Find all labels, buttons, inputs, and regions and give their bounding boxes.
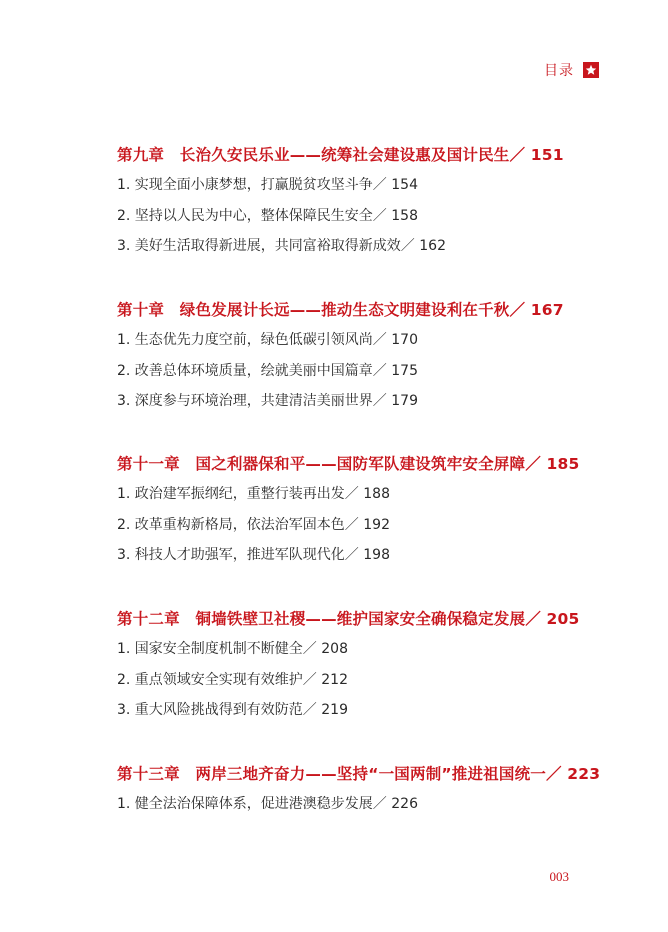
chapter-title[interactable]: 第九章 长治久安民乐业——统筹社会建设惠及国计民生／ 151 <box>117 146 564 164</box>
toc-entry[interactable]: 1. 实现全面小康梦想，打赢脱贫攻坚斗争／ 154 <box>117 177 418 193</box>
toc-entry[interactable]: 1. 政治建军振纲纪，重整行装再出发／ 188 <box>117 486 390 502</box>
toc-entry[interactable]: 2. 改革重构新格局，依法治军固本色／ 192 <box>117 516 390 533</box>
chapter-13 <box>117 762 608 825</box>
toc-entry[interactable]: 2. 重点领域安全实现有效维护／ 212 <box>117 671 348 688</box>
toc-entry[interactable]: 1. 国家安全制度机制不断健全／ 208 <box>117 641 348 657</box>
toc-entry[interactable]: 1. 生态优先力度空前，绿色低碳引领风尚／ 170 <box>117 332 418 348</box>
chapter-title[interactable]: 第十章 绿色发展计长远——推动生态文明建设利在千秋／ 167 <box>117 301 564 319</box>
toc-entry[interactable]: 1. 健全法治保障体系，促进港澳稳步发展／ 226 <box>117 796 418 812</box>
toc-entry[interactable]: 3. 深度参与环境治理，共建清洁美丽世界／ 179 <box>117 393 418 409</box>
chapter-9 <box>117 143 608 267</box>
toc-entry[interactable]: 2. 坚持以人民为中心，整体保障民生安全／ 158 <box>117 207 418 224</box>
toc-header <box>544 60 599 80</box>
page-number: 003 <box>549 869 569 884</box>
star-icon <box>583 62 599 78</box>
chapter-title[interactable]: 第十一章 国之利器保和平——国防军队建设筑牢安全屏障／ 185 <box>117 455 580 473</box>
toc-title: 目录 <box>544 63 574 79</box>
toc-entry[interactable]: 3. 科技人才助强军，推进军队现代化／ 198 <box>117 547 390 563</box>
chapter-10 <box>117 298 608 422</box>
chapter-11 <box>117 452 608 576</box>
toc-entry[interactable]: 2. 改善总体环境质量，绘就美丽中国篇章／ 175 <box>117 362 418 379</box>
chapter-title[interactable]: 第十三章 两岸三地齐奋力——坚持“一国两制”推进祖国统一／ 223 <box>117 765 601 783</box>
toc-entry[interactable]: 3. 重大风险挑战得到有效防范／ 219 <box>117 702 348 718</box>
chapter-12 <box>117 607 608 731</box>
toc-entry[interactable]: 3. 美好生活取得新进展，共同富裕取得新成效／ 162 <box>117 238 446 254</box>
chapter-title[interactable]: 第十二章 铜墙铁壁卫社稷——维护国家安全确保稳定发展／ 205 <box>117 610 580 628</box>
